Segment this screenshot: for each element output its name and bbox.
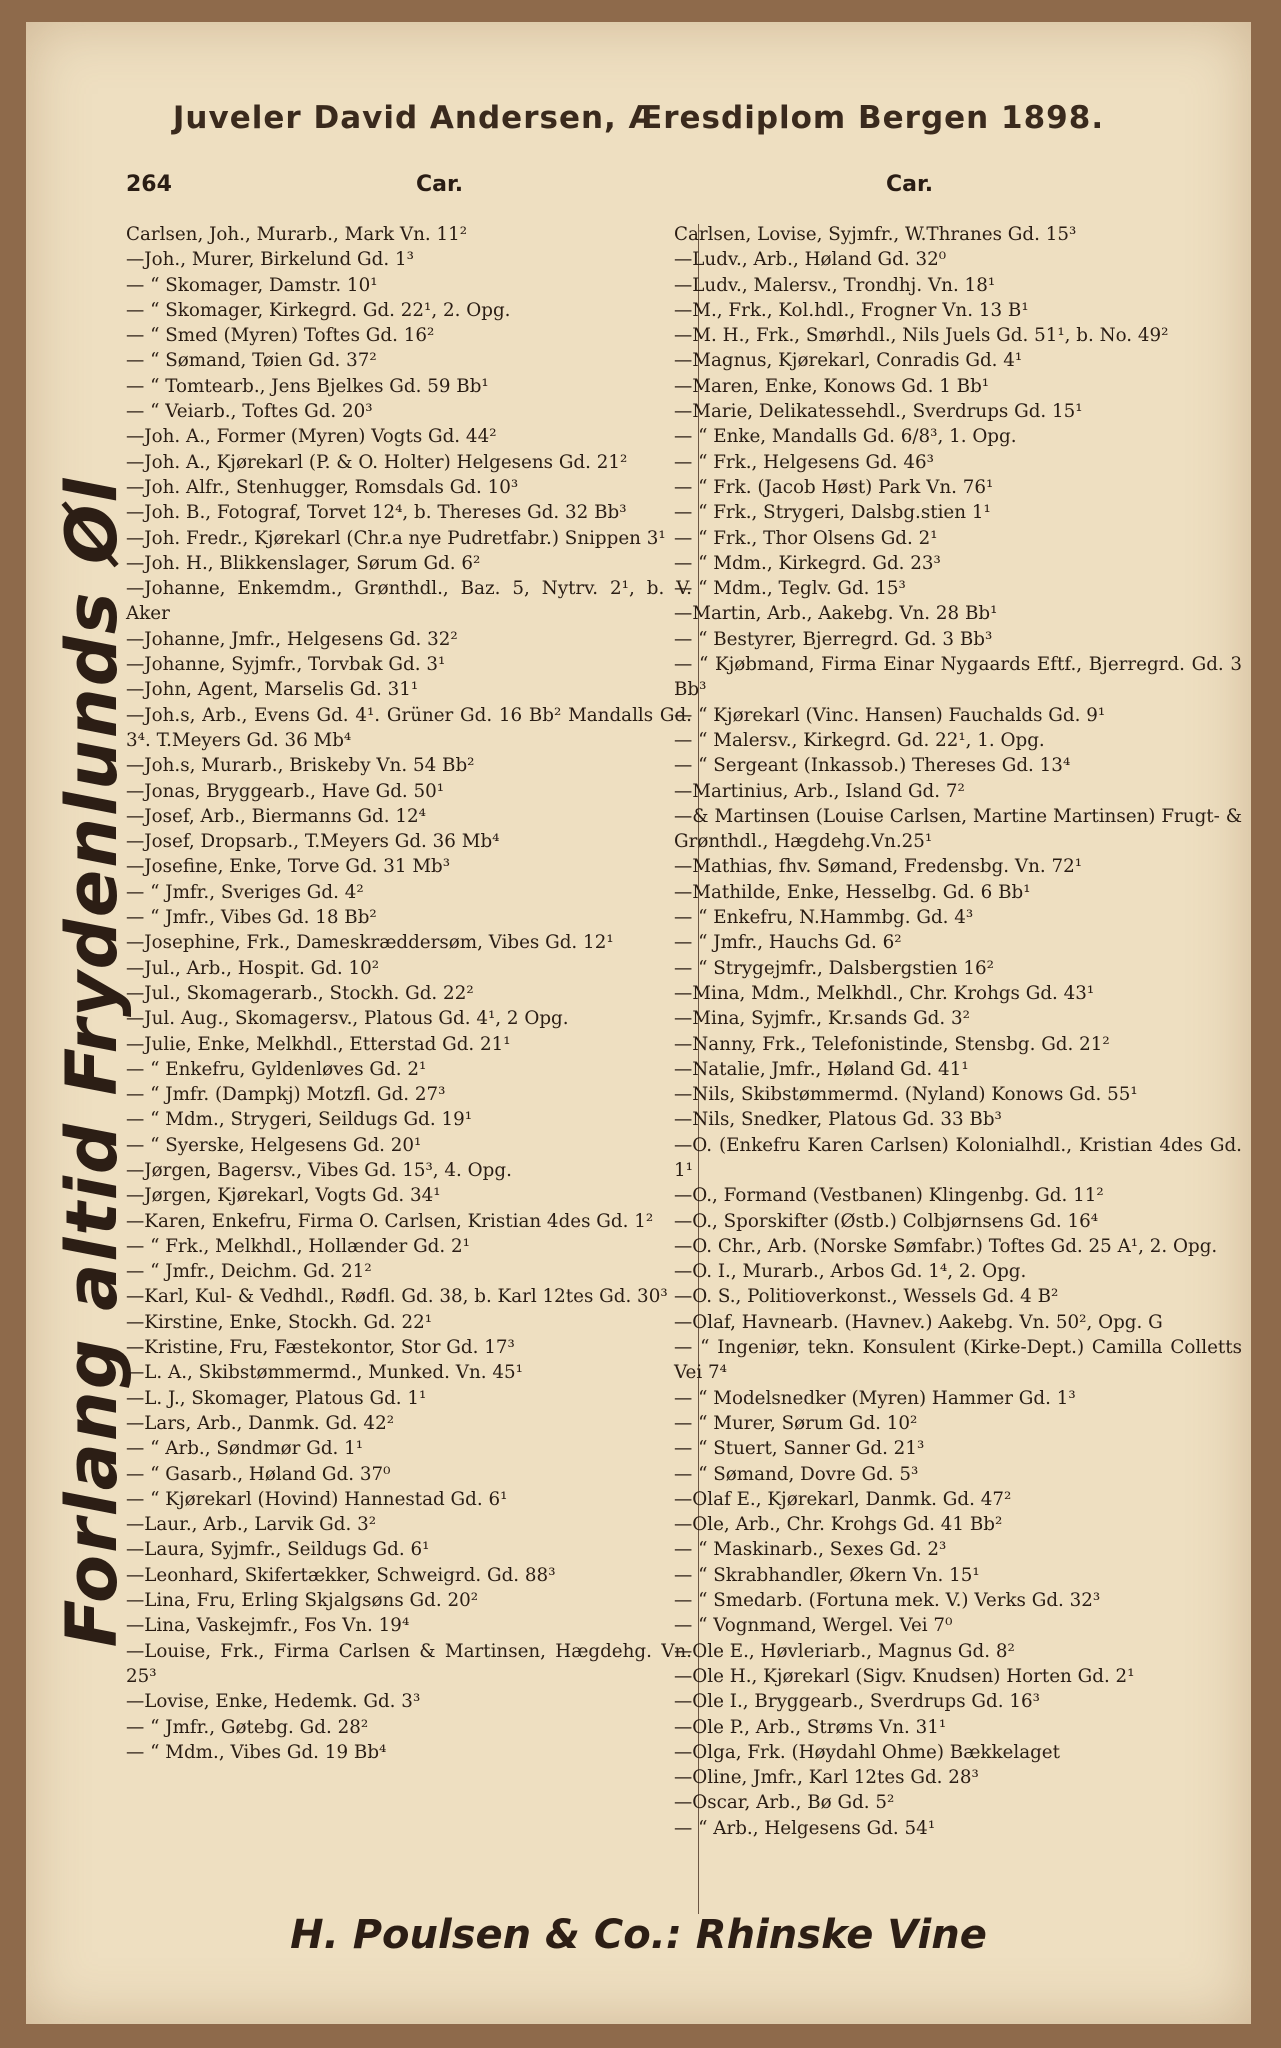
directory-entry: —Ludv., Malersv., Trondhj. Vn. 18¹	[674, 274, 996, 296]
directory-entry: — “ Frk. (Jacob Høst) Park Vn. 76¹	[674, 476, 994, 498]
directory-entry: — “ Mdm., Teglv. Gd. 15³	[674, 578, 906, 600]
directory-entry: — “ Mdm., Vibes Gd. 19 Bb⁴	[126, 1741, 387, 1763]
right-column-heading: Car.	[886, 172, 934, 197]
directory-entry: — “ Syerske, Helgesens Gd. 20¹	[126, 1134, 422, 1156]
directory-entry: —Olaf E., Kjørekarl, Danmk. Gd. 47²	[674, 1488, 1012, 1510]
directory-entry: —Josef, Arb., Biermanns Gd. 12⁴	[126, 805, 426, 827]
directory-entry: — “ Enkefru, N.Hammbg. Gd. 4³	[674, 907, 974, 929]
directory-entry: —Joh., Murer, Birkelund Gd. 1³	[126, 249, 414, 271]
directory-entry: —Louise, Frk., Firma Carlsen & Martinsen, Hægdehg. Vn. 25³	[126, 1640, 692, 1687]
directory-entry: —Magnus, Kjørekarl, Conradis Gd. 4¹	[674, 350, 1023, 372]
directory-entry: — “ Strygejmfr., Dalsbergstien 16²	[674, 957, 994, 979]
directory-entry: — “ Jmfr., Gøtebg. Gd. 28²	[126, 1716, 369, 1738]
directory-entry: —Joh. B., Fotograf, Torvet 12⁴, b. Thereses Gd. 32 Bb³	[126, 502, 627, 524]
directory-entry: —Josefine, Enke, Torve Gd. 31 Mb³	[126, 856, 451, 878]
directory-entry: — “ Arb., Søndmør Gd. 1¹	[126, 1438, 364, 1460]
directory-entry: — “ Modelsnedker (Myren) Hammer Gd. 1³	[674, 1387, 1076, 1409]
directory-entry: —Ole H., Kjørekarl (Sigv. Knudsen) Horten Gd. 2¹	[674, 1665, 1135, 1687]
directory-entry: —Jørgen, Kjørekarl, Vogts Gd. 34¹	[126, 1185, 441, 1207]
directory-entry: — “ Stuert, Sanner Gd. 21³	[674, 1438, 925, 1460]
directory-entry: — “ Smedarb. (Fortuna mek. V.) Verks Gd. 32³	[674, 1590, 1101, 1612]
directory-entry: — “ Veiarb., Toftes Gd. 20³	[126, 401, 373, 423]
directory-entry: —Mina, Syjmfr., Kr.sands Gd. 3²	[674, 1008, 970, 1030]
directory-entry: —Joh.s, Murarb., Briskeby Vn. 54 Bb²	[126, 755, 475, 777]
directory-entry: —Joh. Fredr., Kjørekarl (Chr.a nye Pudretfabr.) Snippen 3¹	[126, 527, 666, 549]
directory-entry: —Nanny, Frk., Telefonistinde, Stensbg. Gd. 21²	[674, 1033, 1110, 1055]
directory-entry: —Kristine, Fru, Fæstekontor, Stor Gd. 17³	[126, 1337, 515, 1359]
directory-entry: — “ Sergeant (Inkassob.) Thereses Gd. 13⁴	[674, 755, 1071, 777]
directory-entry: — “ Ingeniør, tekn. Konsulent (Kirke-Dept.) Camilla Colletts Vei 7⁴	[674, 1337, 1242, 1384]
directory-entry: —Johanne, Jmfr., Helgesens Gd. 32²	[126, 628, 458, 650]
directory-entry: — “ Jmfr., Sveriges Gd. 4²	[126, 881, 364, 903]
directory-entry: — “ Arb., Helgesens Gd. 54¹	[674, 1817, 936, 1839]
directory-entry: —Mathilde, Enke, Hesselbg. Gd. 6 Bb¹	[674, 881, 1031, 903]
directory-entry: — “ Tomtearb., Jens Bjelkes Gd. 59 Bb¹	[126, 375, 489, 397]
left-column-entries	[126, 222, 692, 1912]
directory-entry: —Joh. A., Kjørekarl (P. & O. Holter) Helgesens Gd. 21²	[126, 451, 628, 473]
directory-entry: Carlsen, Lovise, Syjmfr., W.Thranes Gd. 15³	[674, 224, 1077, 245]
directory-entry: — “ Sømand, Dovre Gd. 5³	[674, 1463, 919, 1485]
directory-entry: —Lovise, Enke, Hedemk. Gd. 3³	[126, 1691, 421, 1713]
directory-entry: —O., Formand (Vestbanen) Klingenbg. Gd. 11²	[674, 1185, 1104, 1207]
page-number: 264	[126, 172, 172, 197]
directory-entry: —M. H., Frk., Smørhdl., Nils Juels Gd. 51¹, b. No. 49²	[674, 325, 1169, 347]
directory-entry: — “ Enkefru, Gyldenløves Gd. 2¹	[126, 1058, 427, 1080]
directory-entry: —Oline, Jmfr., Karl 12tes Gd. 28³	[674, 1767, 979, 1789]
directory-entry: —Mina, Mdm., Melkhdl., Chr. Krohgs Gd. 43¹	[674, 982, 1095, 1004]
directory-entry: — “ Smed (Myren) Toftes Gd. 16²	[126, 325, 435, 347]
directory-entry: —John, Agent, Marselis Gd. 31¹	[126, 679, 419, 701]
directory-entry: — “ Mdm., Kirkegrd. Gd. 23³	[674, 552, 941, 574]
directory-entry: —Jonas, Bryggearb., Have Gd. 50¹	[126, 780, 445, 802]
directory-entry: —Josef, Dropsarb., T.Meyers Gd. 36 Mb⁴	[126, 831, 500, 853]
directory-entry: —L. J., Skomager, Platous Gd. 1¹	[126, 1387, 427, 1409]
directory-entry: — “ Jmfr., Hauchs Gd. 6²	[674, 932, 902, 954]
directory-entry: — “ Skomager, Damstr. 10¹	[126, 274, 378, 296]
directory-entry: — “ Bestyrer, Bjerregrd. Gd. 3 Bb³	[674, 628, 993, 650]
directory-entry: —O. S., Politioverkonst., Wessels Gd. 4 B²	[674, 1286, 1059, 1308]
directory-entry: — “ Gasarb., Høland Gd. 37⁰	[126, 1463, 391, 1485]
directory-entry: — “ Frk., Thor Olsens Gd. 2¹	[674, 527, 938, 549]
directory-entry: — “ Jmfr., Deichm. Gd. 21²	[126, 1261, 372, 1283]
directory-entry: —Nils, Snedker, Platous Gd. 33 Bb³	[674, 1109, 1002, 1131]
directory-entry: — “ Frk., Melkhdl., Hollænder Gd. 2¹	[126, 1235, 470, 1257]
directory-entry: —Martin, Arb., Aakebg. Vn. 28 Bb¹	[674, 603, 998, 625]
directory-entry: —Lina, Fru, Erling Skjalgsøns Gd. 20²	[126, 1590, 479, 1612]
directory-entry: —Laur., Arb., Larvik Gd. 3²	[126, 1514, 377, 1536]
directory-entry: — “ Enke, Mandalls Gd. 6/8³, 1. Opg.	[674, 426, 1017, 448]
directory-entry: —& Martinsen (Louise Carlsen, Martine Martinsen) Frugt- & Grønthdl., Hægdehg.Vn.25¹	[674, 805, 1242, 853]
directory-entry: —M., Frk., Kol.hdl., Frogner Vn. 13 B¹	[674, 299, 1029, 321]
directory-entry: — “ Kjørekarl (Vinc. Hansen) Fauchalds Gd. 9¹	[674, 704, 1106, 726]
page-header-advertisement: Juveler David Andersen, Æresdiplom Bergen 1898.	[172, 100, 1105, 136]
directory-entry: — “ Kjørekarl (Hovind) Hannestad Gd. 6¹	[126, 1488, 508, 1510]
directory-entry: — “ Sømand, Tøien Gd. 37²	[126, 350, 377, 372]
directory-entry: —Joh. A., Former (Myren) Vogts Gd. 44²	[126, 426, 497, 448]
directory-entry: —Mathias, fhv. Sømand, Fredensbg. Vn. 72¹	[674, 856, 1083, 878]
directory-entry: —Natalie, Jmfr., Høland Gd. 41¹	[674, 1058, 969, 1080]
directory-entry: — “ Frk., Strygeri, Dalsbg.stien 1¹	[674, 502, 991, 524]
directory-entry: —O. Chr., Arb. (Norske Sømfabr.) Toftes Gd. 25 A¹, 2. Opg.	[674, 1235, 1218, 1257]
directory-entry: —Lina, Vaskejmfr., Fos Vn. 19⁴	[126, 1615, 410, 1637]
directory-entry: — “ Kjøbmand, Firma Einar Nygaards Eftf., Bjerregrd. Gd. 3 Bb³	[674, 654, 1242, 701]
directory-entry: —Ole, Arb., Chr. Krohgs Gd. 41 Bb²	[674, 1514, 1003, 1536]
directory-entry: — “ Skomager, Kirkegrd. Gd. 22¹, 2. Opg.	[126, 299, 511, 321]
directory-entry: —Joh.s, Arb., Evens Gd. 4¹. Grüner Gd. 16 Bb² Mandalls Gd. 3⁴. T.Meyers Gd. 36 Mb⁴	[126, 704, 692, 751]
directory-entry: — “ Jmfr., Vibes Gd. 18 Bb²	[126, 907, 377, 929]
directory-entry: —Lars, Arb., Danmk. Gd. 42²	[126, 1412, 395, 1434]
directory-entry: —O., Sporskifter (Østb.) Colbjørnsens Gd. 16⁴	[674, 1210, 1099, 1232]
directory-entry: —Olga, Frk. (Høydahl Ohme) Bækkelaget	[674, 1741, 1060, 1763]
directory-entry: —Laura, Syjmfr., Seildugs Gd. 6¹	[126, 1539, 430, 1561]
directory-entry: —O. I., Murarb., Arbos Gd. 1⁴, 2. Opg.	[674, 1261, 1027, 1283]
right-column-entries	[674, 222, 1242, 1912]
directory-entry: —Joh. Alfr., Stenhugger, Romsdals Gd. 10³	[126, 476, 519, 498]
directory-entry: — “ Murer, Sørum Gd. 10²	[674, 1412, 918, 1434]
directory-entry: —Josephine, Frk., Dameskræddersøm, Vibes Gd. 12¹	[126, 932, 614, 954]
directory-entry: —Johanne, Syjmfr., Torvbak Gd. 3¹	[126, 654, 446, 676]
directory-entry: —Jul. Aug., Skomagersv., Platous Gd. 4¹, 2 Opg.	[126, 1008, 569, 1030]
directory-entry: —Olaf, Havnearb. (Havnev.) Aakebg. Vn. 50², Opg. G	[674, 1311, 1163, 1333]
directory-entry: —Martinius, Arb., Island Gd. 7²	[674, 780, 965, 802]
footer-advertisement: H. Poulsen & Co.: Rhinske Vine	[290, 1912, 987, 1958]
directory-entry: —Nils, Skibstømmermd. (Nyland) Konows Gd. 55¹	[674, 1084, 1138, 1106]
directory-entry: —Ludv., Arb., Høland Gd. 32⁰	[674, 249, 947, 271]
directory-entry: —Ole I., Bryggearb., Sverdrups Gd. 16³	[674, 1691, 1040, 1713]
directory-entry: —Karl, Kul- & Vedhdl., Rødfl. Gd. 38, b. Karl 12tes Gd. 30³	[126, 1286, 668, 1308]
directory-entry: —Jul., Arb., Hospit. Gd. 10²	[126, 957, 380, 979]
directory-entry: — “ Malersv., Kirkegrd. Gd. 22¹, 1. Opg.	[674, 729, 1045, 751]
directory-entry: —Leonhard, Skifertækker, Schweigrd. Gd. 88³	[126, 1564, 556, 1586]
directory-entry: —Ole P., Arb., Strøms Vn. 31¹	[674, 1716, 947, 1738]
side-advertisement-text: Forlang altid Frydenlunds Øl	[51, 476, 133, 1648]
directory-entry: —Johanne, Enkemdm., Grønthdl., Baz. 5, Nytrv. 2¹, b. V. Aker	[126, 578, 692, 625]
directory-entry: —O. (Enkefru Karen Carlsen) Kolonialhdl., Kristian 4des Gd. 1¹	[674, 1134, 1242, 1181]
directory-entry: —Oscar, Arb., Bø Gd. 5²	[674, 1792, 895, 1814]
directory-entry: — “ Maskinarb., Sexes Gd. 2³	[674, 1539, 947, 1561]
directory-entry: —Jul., Skomagerarb., Stockh. Gd. 22²	[126, 982, 474, 1004]
directory-entry: — “ Skrabhandler, Økern Vn. 15¹	[674, 1564, 980, 1586]
directory-entry: Carlsen, Joh., Murarb., Mark Vn. 11²	[126, 224, 468, 245]
directory-entry: — “ Frk., Helgesens Gd. 46³	[674, 451, 934, 473]
directory-entry: —L. A., Skibstømmermd., Munked. Vn. 45¹	[126, 1362, 523, 1384]
directory-entry: —Joh. H., Blikkenslager, Sørum Gd. 6²	[126, 552, 481, 574]
directory-entry: —Julie, Enke, Melkhdl., Etterstad Gd. 21¹	[126, 1033, 511, 1055]
directory-page	[26, 22, 1251, 2024]
left-column-heading: Car.	[416, 172, 464, 197]
directory-entry: —Marie, Delikatessehdl., Sverdrups Gd. 15¹	[674, 401, 1083, 423]
directory-entry: — “ Vognmand, Wergel. Vei 7⁰	[674, 1615, 953, 1637]
directory-entry: —Karen, Enkefru, Firma O. Carlsen, Kristian 4des Gd. 1²	[126, 1210, 654, 1232]
directory-entry: —Ole E., Høvleriarb., Magnus Gd. 8²	[674, 1640, 1015, 1662]
directory-entry: — “ Jmfr. (Dampkj) Motzfl. Gd. 27³	[126, 1084, 446, 1106]
directory-entry: —Maren, Enke, Konows Gd. 1 Bb¹	[674, 375, 990, 397]
directory-entry: —Jørgen, Bagersv., Vibes Gd. 15³, 4. Opg.	[126, 1159, 512, 1181]
directory-entry: —Kirstine, Enke, Stockh. Gd. 22¹	[126, 1311, 433, 1333]
directory-entry: — “ Mdm., Strygeri, Seildugs Gd. 19¹	[126, 1109, 473, 1131]
